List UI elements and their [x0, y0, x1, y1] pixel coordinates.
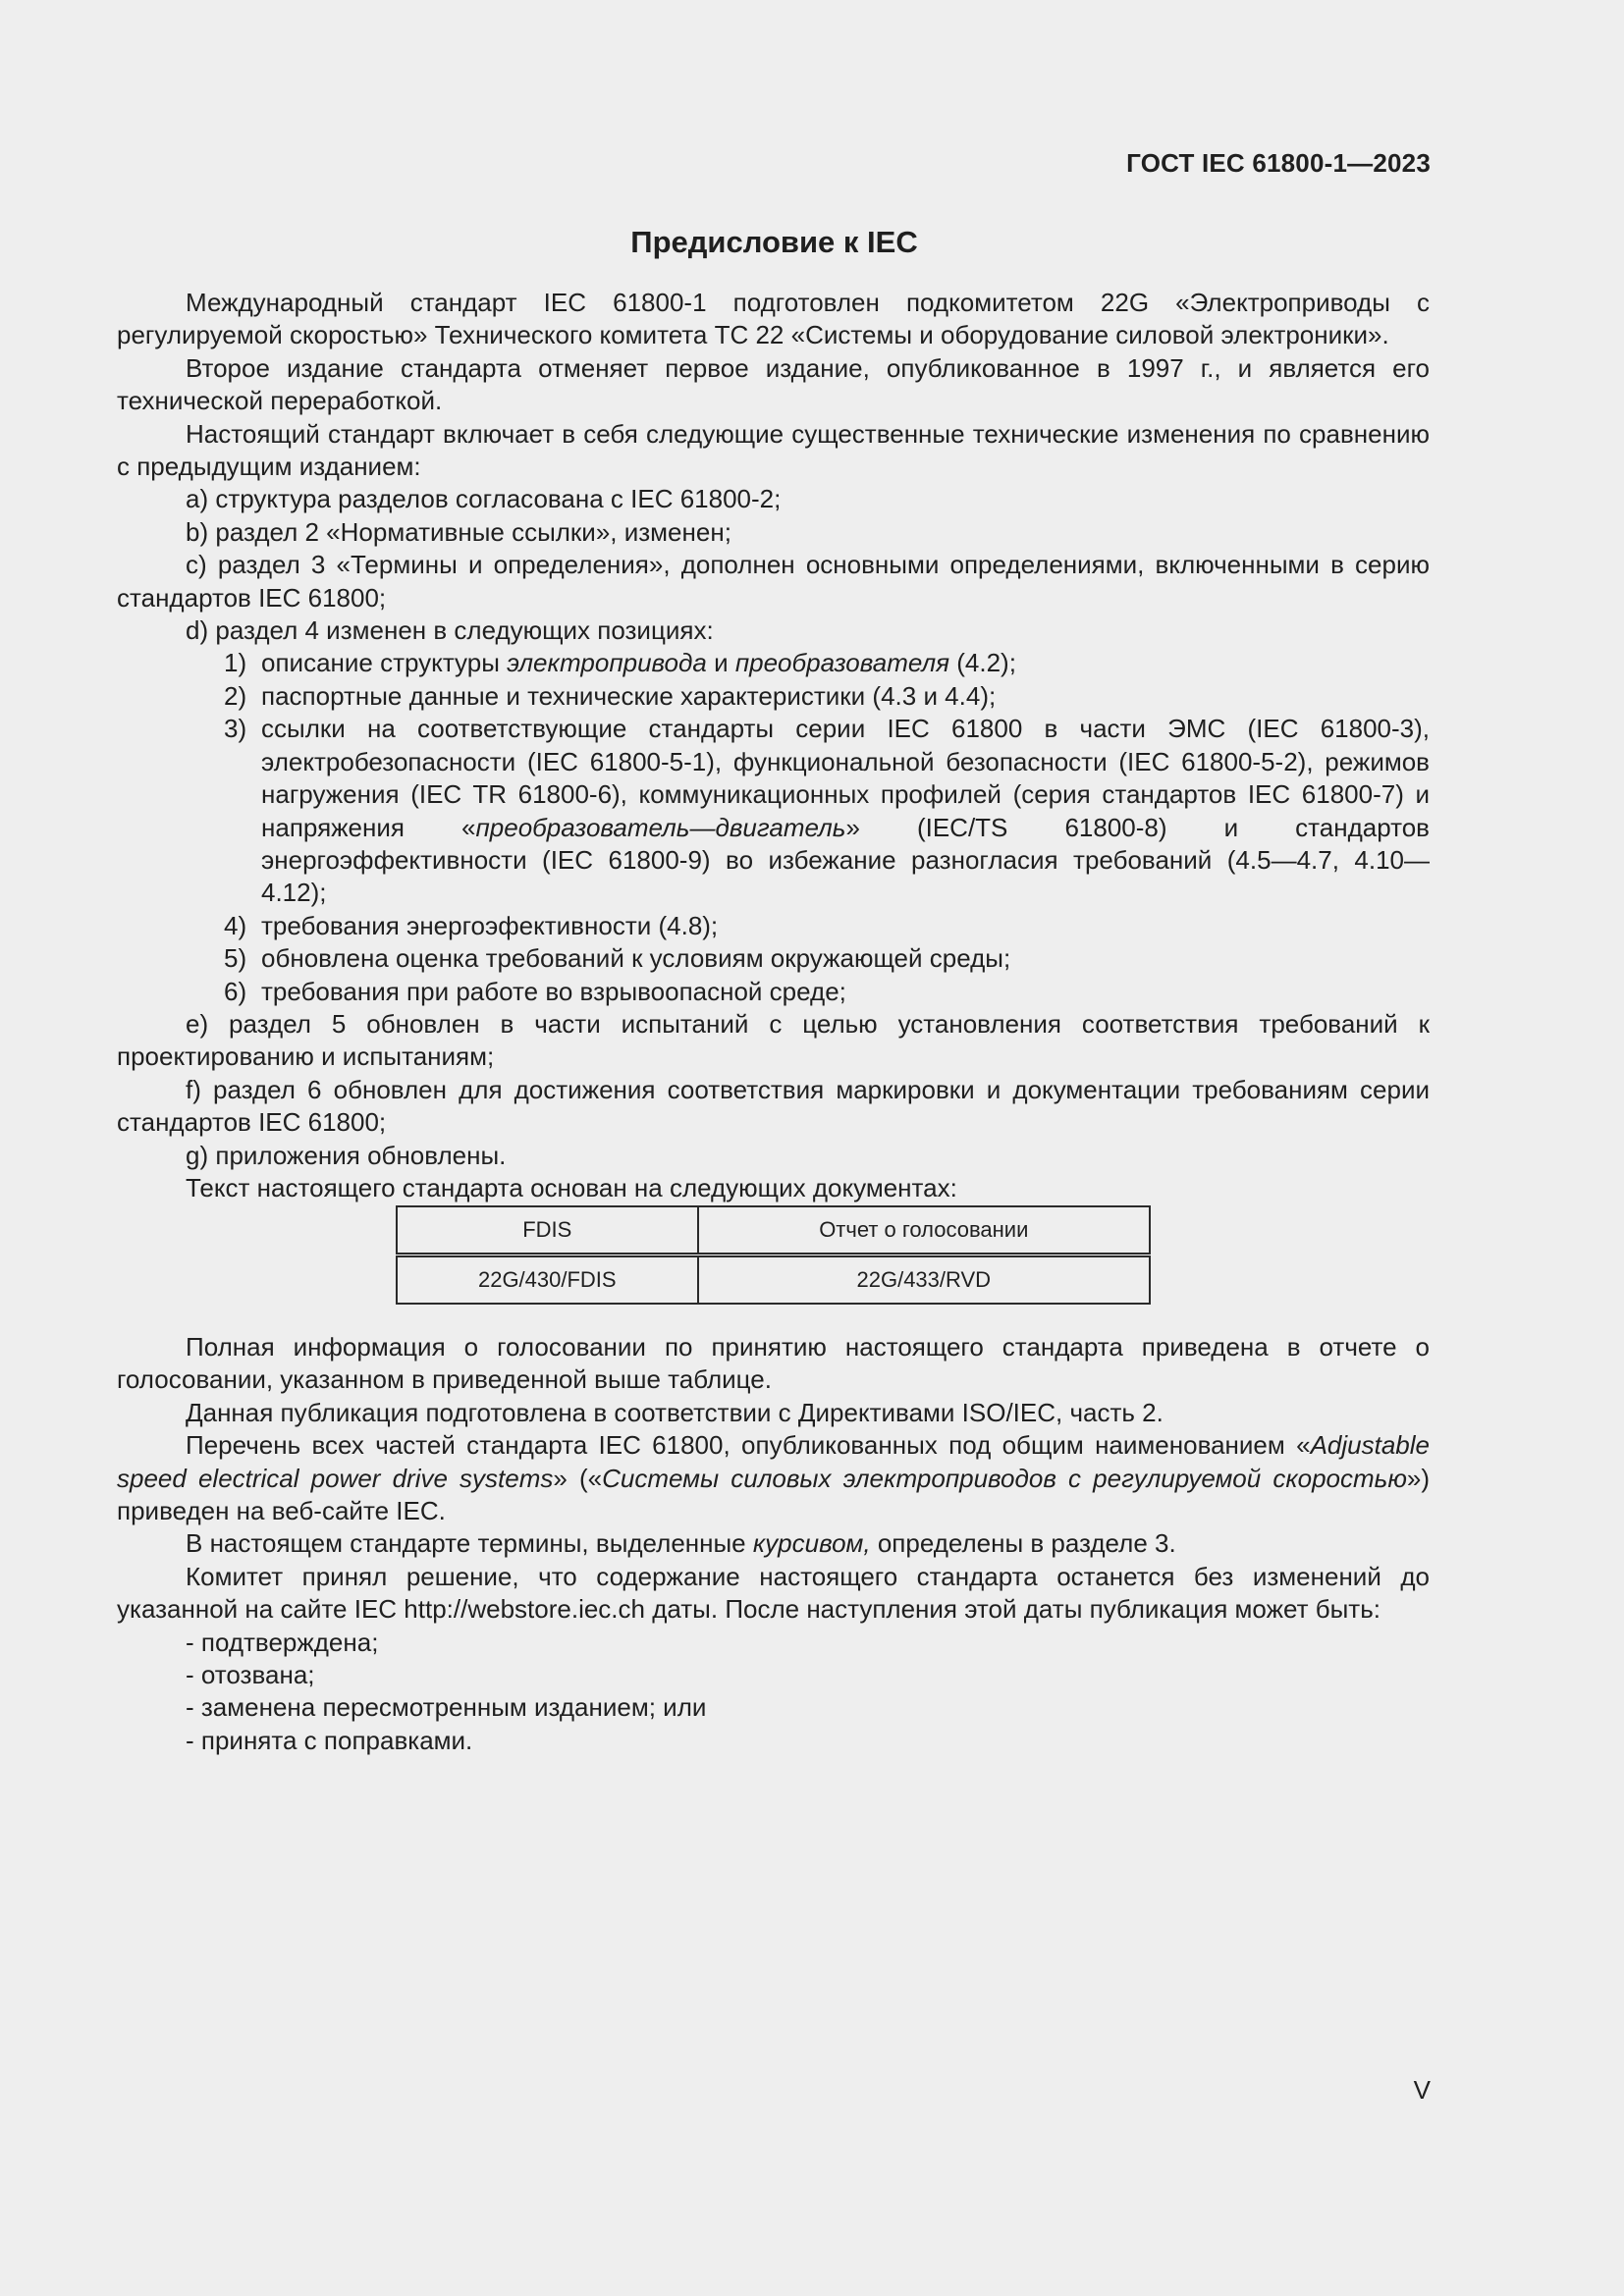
item-text: требования при работе во взрывоопасной среде; [261, 976, 846, 1006]
item-label: 5) [224, 943, 247, 974]
page-title: Предисловие к IEC [630, 225, 918, 259]
paragraph-text: ») приведен на веб-сайте IEC. [117, 1463, 1431, 1526]
item-text: » (IEC/TS 61800-8) и стандартов энергоэффективности (IEC 61800-9) во избежание разногласия требований (4.5—4.7, 4.10—4.12); [261, 812, 1430, 908]
item-text: паспортные данные и технические характеристики (4.3 и 4.4); [261, 680, 997, 711]
item-text: описание структуры [261, 648, 508, 678]
item-text: структура разделов согласована с IEC 61800-2; [215, 484, 782, 514]
table-header-vote-report: Отчет о голосовании [698, 1206, 1150, 1255]
item-label: f) [186, 1074, 201, 1104]
change-item-a [117, 483, 1430, 515]
document-code: ГОСТ IEC 61800-1—2023 [1126, 148, 1431, 178]
change-item-e [117, 1008, 1430, 1074]
foreword-body-continued [117, 1331, 1430, 1757]
term-italic: электропривода [507, 648, 707, 678]
series-parts-paragraph [117, 1429, 1430, 1527]
voting-info-paragraph: Полная информация о голосовании по принятию настоящего стандарта приведена в отчете о голосовании, указанном в приведенной выше таблице. [117, 1332, 1430, 1395]
page-number: V [1413, 2075, 1431, 2105]
directives-paragraph: Данная публикация подготовлена в соответствии с Директивами ISO/IEC, часть 2. [186, 1397, 1164, 1427]
term-italic: преобразователь—двигатель [475, 812, 846, 842]
change-item-f [117, 1074, 1430, 1140]
table-cell-rvd: 22G/433/RVD [698, 1255, 1150, 1305]
intro-paragraph-2: Второе издание стандарта отменяет первое издание, опубликованное в 1997 г., и является его технической переработкой. [117, 352, 1430, 416]
sub-item-5 [117, 942, 1430, 975]
sub-item-6 [117, 976, 1430, 1008]
committee-paragraph: Комитет принял решение, что содержание настоящего стандарта останется без изменений до указанной на сайте IEC http://webstore.iec.ch даты. После наступления этой даты публикация может быть: [117, 1561, 1430, 1625]
item-label: 4) [224, 910, 247, 940]
item-label: b) [186, 516, 209, 547]
sub-item-2 [117, 680, 1430, 713]
voting-table [396, 1205, 1151, 1305]
series-title-en: Adjustable speed electrical power drive systems [117, 1430, 1430, 1493]
item-text: ссылки на соответствующие стандарты серии IEC 61800 в части ЭМС (IEC 61800-3), электробезопасности (IEC 61800-5-1), функциональной безопасности (IEC 61800-5-2), режимов нагружения (IEC TR 61800-6), коммуникационных профилей (серия стандартов IEC 61800-7) и напряжения « [261, 714, 1430, 842]
item-text: (4.2); [949, 648, 1016, 678]
item-label: c) [186, 550, 207, 580]
item-label: a) [186, 484, 209, 514]
term-italic: преобразователя [734, 648, 950, 678]
item-label: 3) [224, 714, 247, 744]
change-item-g [117, 1140, 1430, 1172]
intro-paragraph-1: Международный стандарт IEC 61800-1 подготовлен подкомитетом 22G «Электроприводы с регулируемой скоростью» Технического комитета ТС 22 «Системы и оборудование силовой электроники». [117, 288, 1430, 350]
item-text: раздел 2 «Нормативные ссылки», изменен; [215, 516, 731, 547]
item-label: 1) [224, 648, 247, 678]
intro-paragraph-3: Настоящий стандарт включает в себя следующие существенные технические изменения по сравнению с предыдущим изданием: [117, 418, 1430, 482]
item-text: и [706, 648, 735, 678]
item-text: приложения обновлены. [215, 1140, 507, 1170]
item-text: раздел 6 обновлен для достижения соответствия маркировки и документации требованиям серии стандартов IEC 61800; [117, 1074, 1431, 1138]
item-text: требования энергоэфективности (4.8); [261, 910, 719, 940]
table-cell-fdis: 22G/430/FDIS [397, 1255, 698, 1305]
item-text: обновлена оценка требований к условиям окружающей среды; [261, 943, 1011, 974]
item-text: раздел 3 «Термины и определения», дополнен основными определениями, включенными в серию стандартов IEC 61800; [117, 550, 1430, 613]
paragraph-text: » (« [553, 1463, 603, 1493]
item-label: 6) [224, 976, 247, 1006]
paragraph-text: Перечень всех частей стандарта IEC 61800, опубликованных под общим наименованием « [186, 1430, 1311, 1461]
list-item: - отозвана; [186, 1660, 315, 1690]
terms-paragraph [117, 1527, 1430, 1560]
term-italic: курсивом, [752, 1528, 871, 1559]
item-label: g) [186, 1140, 209, 1170]
paragraph-text: определены в разделе 3. [870, 1528, 1176, 1559]
sub-item-4 [117, 910, 1430, 942]
series-title-ru: Системы силовых электроприводов с регулируемой скоростью [602, 1463, 1407, 1493]
paragraph-text: В настоящем стандарте термины, выделенные [186, 1528, 753, 1559]
list-item: - заменена пересмотренным изданием; или [186, 1692, 707, 1723]
foreword-body [117, 287, 1430, 1204]
sub-item-1 [117, 647, 1430, 679]
item-text: раздел 4 изменен в следующих позициях: [215, 615, 714, 646]
change-item-b [117, 516, 1430, 549]
item-text: раздел 5 обновлен в части испытаний с целью установления соответствия требований к проектированию и испытаниям; [117, 1008, 1430, 1072]
list-item: - подтверждена; [186, 1627, 379, 1657]
item-label: 2) [224, 680, 247, 711]
sub-item-3 [117, 713, 1430, 909]
list-item: - принята с поправками. [186, 1725, 473, 1755]
table-row [397, 1255, 1150, 1305]
table-intro: Текст настоящего стандарта основан на следующих документах: [186, 1172, 957, 1202]
change-item-d [117, 614, 1430, 647]
item-label: d) [186, 615, 209, 646]
change-item-c [117, 549, 1430, 614]
item-label: e) [186, 1008, 209, 1039]
table-header-fdis: FDIS [397, 1206, 698, 1255]
